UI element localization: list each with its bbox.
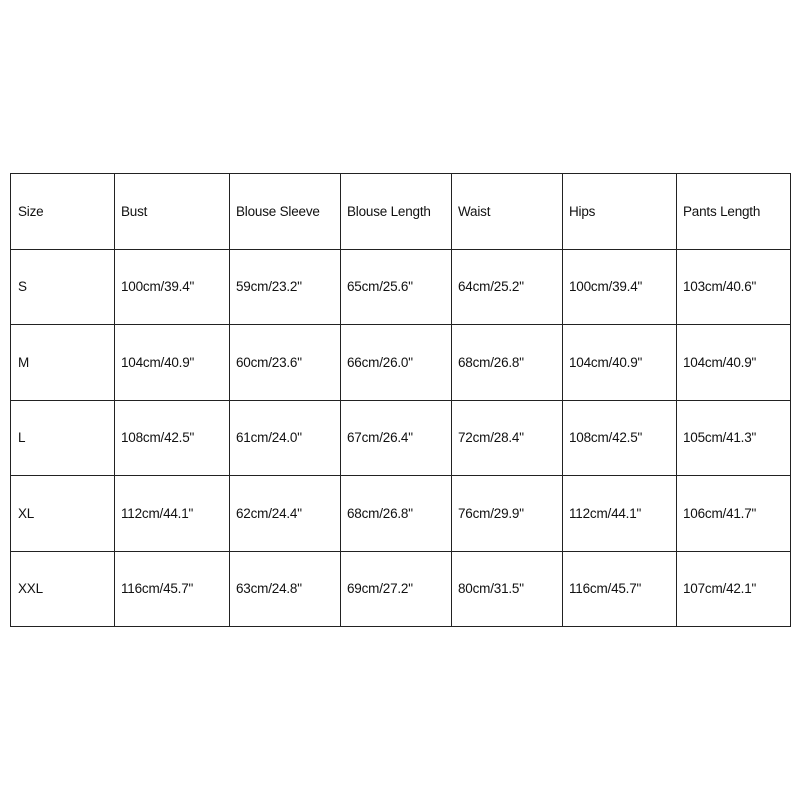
cell-bust: 100cm/39.4": [115, 249, 230, 325]
header-size: Size: [11, 174, 115, 250]
cell-waist: 76cm/29.9": [452, 476, 563, 552]
cell-bust: 104cm/40.9": [115, 325, 230, 401]
table-row: [11, 551, 791, 627]
cell-size: L: [11, 400, 115, 476]
cell-blouse-sleeve: 61cm/24.0": [230, 400, 341, 476]
cell-size: M: [11, 325, 115, 401]
cell-blouse-sleeve: 60cm/23.6": [230, 325, 341, 401]
size-chart-table: [10, 173, 791, 627]
cell-blouse-length: 67cm/26.4": [341, 400, 452, 476]
cell-size: S: [11, 249, 115, 325]
header-blouse-length: Blouse Length: [341, 174, 452, 250]
cell-waist: 68cm/26.8": [452, 325, 563, 401]
header-blouse-sleeve: Blouse Sleeve: [230, 174, 341, 250]
cell-blouse-sleeve: 62cm/24.4": [230, 476, 341, 552]
header-waist: Waist: [452, 174, 563, 250]
header-row: [11, 174, 791, 250]
cell-waist: 72cm/28.4": [452, 400, 563, 476]
cell-waist: 80cm/31.5": [452, 551, 563, 627]
cell-bust: 108cm/42.5": [115, 400, 230, 476]
cell-blouse-length: 65cm/25.6": [341, 249, 452, 325]
header-pants-length: Pants Length: [677, 174, 791, 250]
cell-size: XL: [11, 476, 115, 552]
cell-blouse-length: 68cm/26.8": [341, 476, 452, 552]
table-row: [11, 400, 791, 476]
cell-bust: 112cm/44.1": [115, 476, 230, 552]
cell-hips: 100cm/39.4": [563, 249, 677, 325]
cell-hips: 108cm/42.5": [563, 400, 677, 476]
cell-blouse-length: 66cm/26.0": [341, 325, 452, 401]
table-row: [11, 325, 791, 401]
cell-pants-length: 103cm/40.6": [677, 249, 791, 325]
table-row: [11, 476, 791, 552]
cell-bust: 116cm/45.7": [115, 551, 230, 627]
cell-waist: 64cm/25.2": [452, 249, 563, 325]
cell-hips: 112cm/44.1": [563, 476, 677, 552]
cell-blouse-sleeve: 59cm/23.2": [230, 249, 341, 325]
table-row: [11, 249, 791, 325]
cell-blouse-sleeve: 63cm/24.8": [230, 551, 341, 627]
cell-hips: 116cm/45.7": [563, 551, 677, 627]
cell-size: XXL: [11, 551, 115, 627]
cell-pants-length: 107cm/42.1": [677, 551, 791, 627]
header-bust: Bust: [115, 174, 230, 250]
header-hips: Hips: [563, 174, 677, 250]
cell-pants-length: 106cm/41.7": [677, 476, 791, 552]
cell-hips: 104cm/40.9": [563, 325, 677, 401]
cell-pants-length: 105cm/41.3": [677, 400, 791, 476]
cell-blouse-length: 69cm/27.2": [341, 551, 452, 627]
cell-pants-length: 104cm/40.9": [677, 325, 791, 401]
